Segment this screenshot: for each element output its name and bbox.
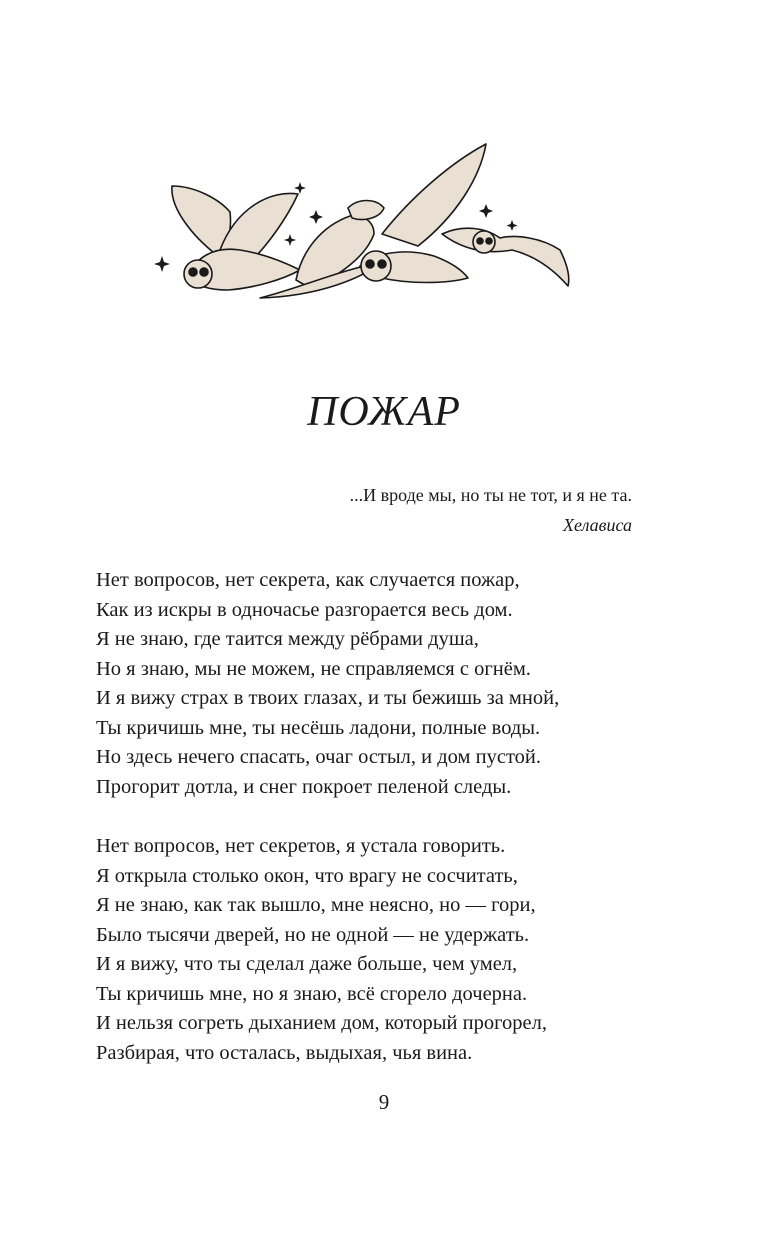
poem-line: Я не знаю, как так вышло, мне неясно, но — гори, [96,894,536,916]
poem-line: Но здесь нечего спасать, очаг остыл, и дом пустой. [96,746,541,768]
poem-line: Ты кричишь мне, но я знаю, всё сгорело дочерна. [96,982,528,1005]
stanza [96,566,559,802]
poem-line: Разбирая, что осталась, выдыхая, чья вина. [96,1041,473,1064]
poem-line: Нет вопросов, нет секретов, я устала говорить. [96,835,506,857]
flying-owls-icon [150,138,580,313]
poem-line: Я открыла столько окон, что врагу не сосчитать, [96,864,518,887]
poem-title: ПОЖАР [307,389,461,435]
poem-line: И я вижу страх в твоих глазах, и ты бежишь за мной, [96,687,560,709]
poem-line: Было тысячи дверей, но не одной — не удержать. [96,923,530,946]
poem-line: И я вижу, что ты сделал даже больше, чем умел, [96,953,518,975]
poem-line: Прогорит дотла, и снег покроет пеленой следы. [96,775,512,798]
poem-line: И нельзя согреть дыханием дом, который прогорел, [96,1012,547,1034]
stanza [96,832,547,1068]
poem-line: Я не знаю, где таится между рёбрами душа, [96,628,479,650]
poem-line: Но я знаю, мы не можем, не справляемся с огнём. [96,657,531,680]
epigraph [350,480,632,540]
page-number: 9 [378,1090,390,1114]
epigraph-author: Хелависа [563,515,632,535]
poem-line: Как из искры в одночасье разгорается весь дом. [96,598,513,621]
epigraph-text: ...И вроде мы, но ты не тот, и я не та. [349,485,632,505]
poem-line: Ты кричишь мне, ты несёшь ладони, полные воды. [96,716,541,739]
poem-line: Нет вопросов, нет секрета, как случается пожар, [96,569,520,591]
